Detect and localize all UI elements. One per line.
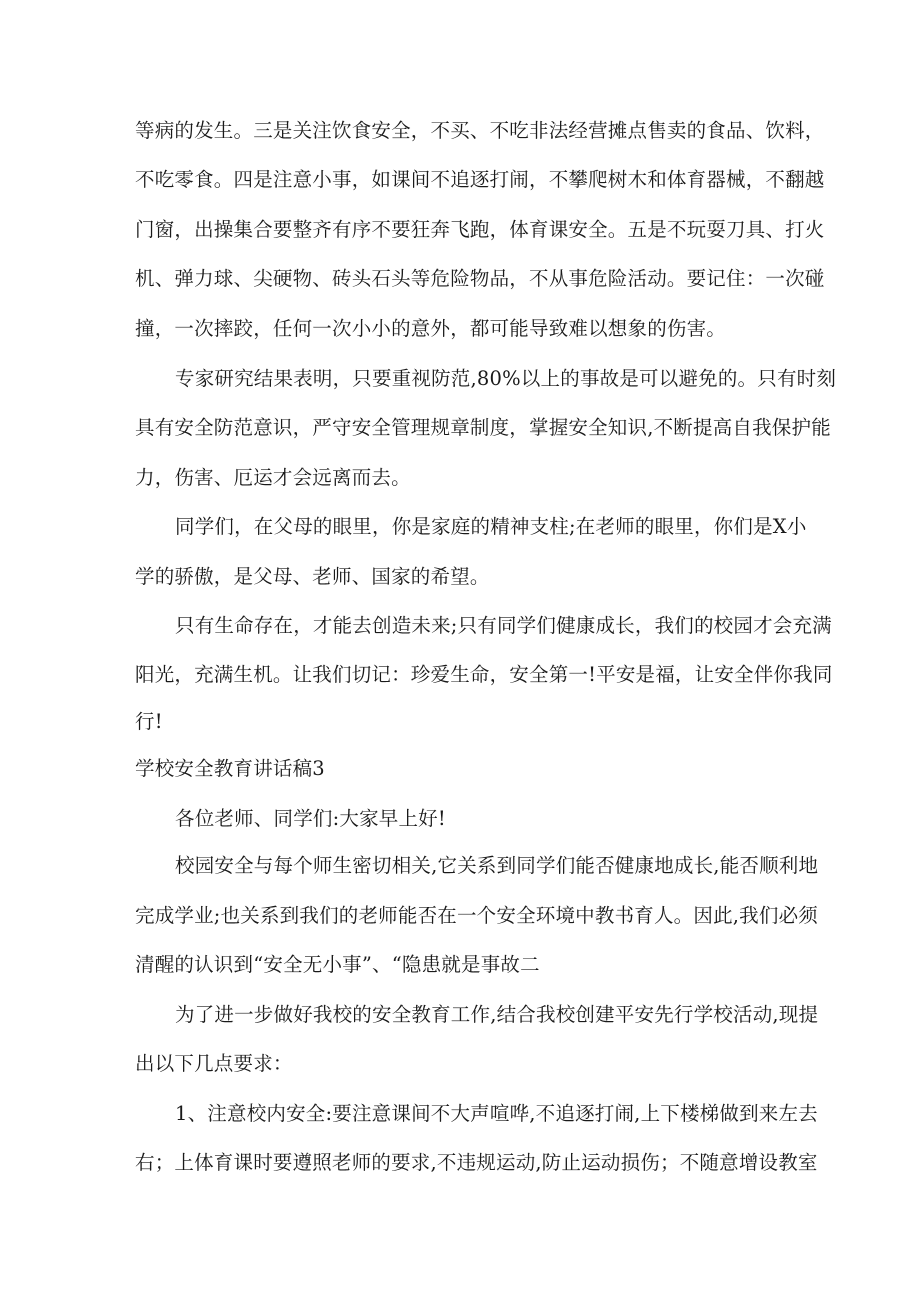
text-line: 阳光，充满生机。让我们切记：珍爱生命，安全第一!平安是福，让安全伴你我同 xyxy=(135,663,833,686)
text-line: 完成学业;也关系到我们的老师能否在一个安全环境中教书育人。因此,我们必须 xyxy=(135,904,818,927)
text-line: 门窗，出操集合要整齐有序不要狂奔飞跑，体育课安全。五是不玩耍刀具、打火 xyxy=(135,218,825,241)
text-line: 右；上体育课时要遵照老师的要求,不违规运动,防止运动损伤；不随意增设教室 xyxy=(135,1151,818,1174)
paragraph-first-line: 校园安全与每个师生密切相关,它关系到同学们能否健康地成长,能否顺利地 xyxy=(175,854,819,877)
text-line: 行! xyxy=(135,710,163,733)
text-line: 清醒的认识到“安全无小事”、“隐患就是事故二 xyxy=(135,953,540,976)
paragraph-first-line: 1、注意校内安全:要注意课间不大声喧哗,不追逐打闹,上下楼梯做到来左去 xyxy=(175,1102,818,1125)
text-line: 力，伤害、厄运才会远离而去。 xyxy=(135,466,411,489)
text-line: 机、弹力球、尖硬物、砖头石头等危险物品，不从事危险活动。要记住：一次碰 xyxy=(135,267,825,290)
paragraph-first-line: 同学们，在父母的眼里，你是家庭的精神支柱;在老师的眼里，你们是X小 xyxy=(175,515,807,538)
greeting-line: 各位老师、同学们:大家早上好! xyxy=(175,807,446,830)
paragraph-first-line: 为了进一步做好我校的安全教育工作,结合我校创建平安先行学校活动,现提 xyxy=(175,1003,819,1026)
text-line: 等病的发生。三是关注饮食安全，不买、不吃非法经营摊点售卖的食品、饮料， xyxy=(135,119,825,142)
paragraph-first-line: 只有生命存在，才能去创造未来;只有同学们健康成长，我们的校园才会充满 xyxy=(175,614,832,637)
section-title: 学校安全教育讲话稿3 xyxy=(135,757,325,780)
text-line: 不吃零食。四是注意小事，如课间不追逐打闹，不攀爬树木和体育器械，不翻越 xyxy=(135,168,825,191)
text-line: 撞，一次摔跤，任何一次小小的意外，都可能导致难以想象的伤害。 xyxy=(135,317,727,340)
text-line: 学的骄傲，是父母、老师、国家的希望。 xyxy=(135,565,490,588)
paragraph-first-line: 专家研究结果表明，只要重视防范,80%以上的事故是可以避免的。只有时刻 xyxy=(175,367,837,390)
text-line: 具有安全防范意识，严守安全管理规章制度，掌握安全知识,不断提高自我保护能 xyxy=(135,416,831,439)
text-line: 出以下几点要求： xyxy=(135,1052,293,1075)
